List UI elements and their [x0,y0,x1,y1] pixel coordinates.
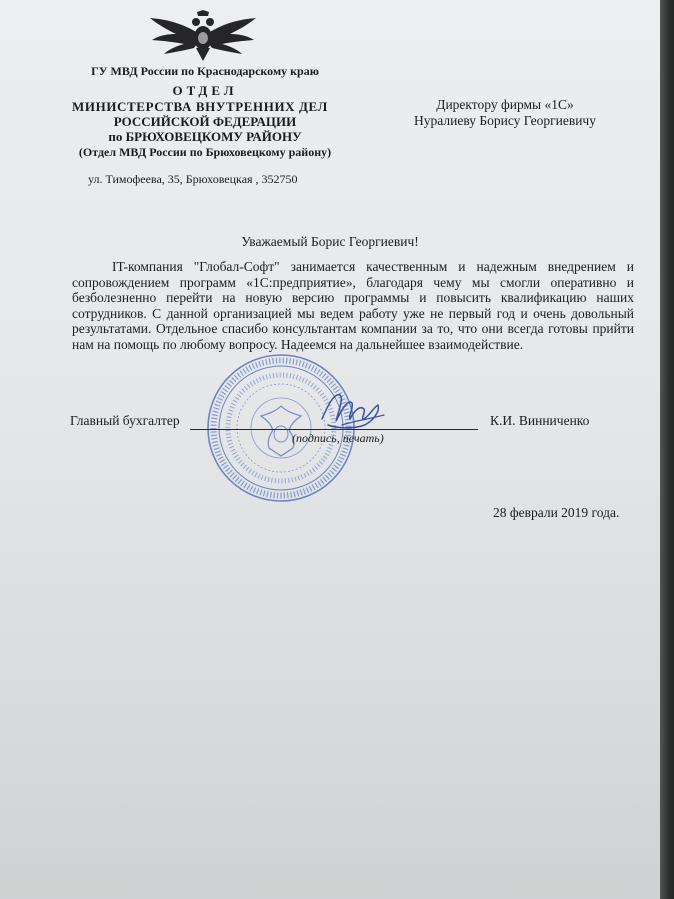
recipient-line-1: Директору фирмы «1С» [436,97,574,112]
issuer-short-name: (Отдел МВД России по Брюховецкому району) [78,145,332,159]
signer-name: К.И. Винниченко [490,413,590,428]
recipient-line-2: Нуралиеву Борису Георгиевичу [414,113,596,128]
signature-line [190,429,478,430]
handwritten-signature-icon [318,385,388,433]
issuer-address: ул. Тимофеева, 35, Брюховецкая , 352750 [88,172,298,186]
issuer-ministry: МИНИСТЕРСТВА ВНУТРЕННИХ ДЕЛ [72,99,328,114]
issuer-directorate: ГУ МВД России по Краснодарскому краю [91,64,319,78]
salutation: Уважаемый Борис Георгиевич! [241,234,419,249]
background-edge [660,0,674,899]
letter-body: IT-компания "Глобал-Софт" занимается качественным и надежным внедрением и сопровождением программ «1С:предприятие», благодаря чему мы смогли оперативно и безболезненно перейти на новую версию программы и повысить квалификацию наших сотрудников. С данной организацией мы ведем работу уже не первый год и очень довольный результатами. Отдельное спасибо консультантам компании за то, что они всегда готовы прийти нам на помощь по любому вопросу. Надеемся на дальнейшее взаимодействие. [72,259,634,352]
signature-hint: (подпись, печать) [292,431,384,445]
issuer-federation: РОССИЙСКОЙ ФЕДЕРАЦИИ [113,114,297,129]
letter-date: 28 феврали 2019 года. [493,505,620,520]
recipient-block [395,97,615,129]
eagle-emblem-icon [146,10,260,62]
issuer-otdel: ОТДЕЛ [172,83,238,98]
signer-role: Главный бухгалтер [70,413,180,428]
issuer-district: по БРЮХОВЕЦКОМУ РАЙОНУ [108,129,302,144]
